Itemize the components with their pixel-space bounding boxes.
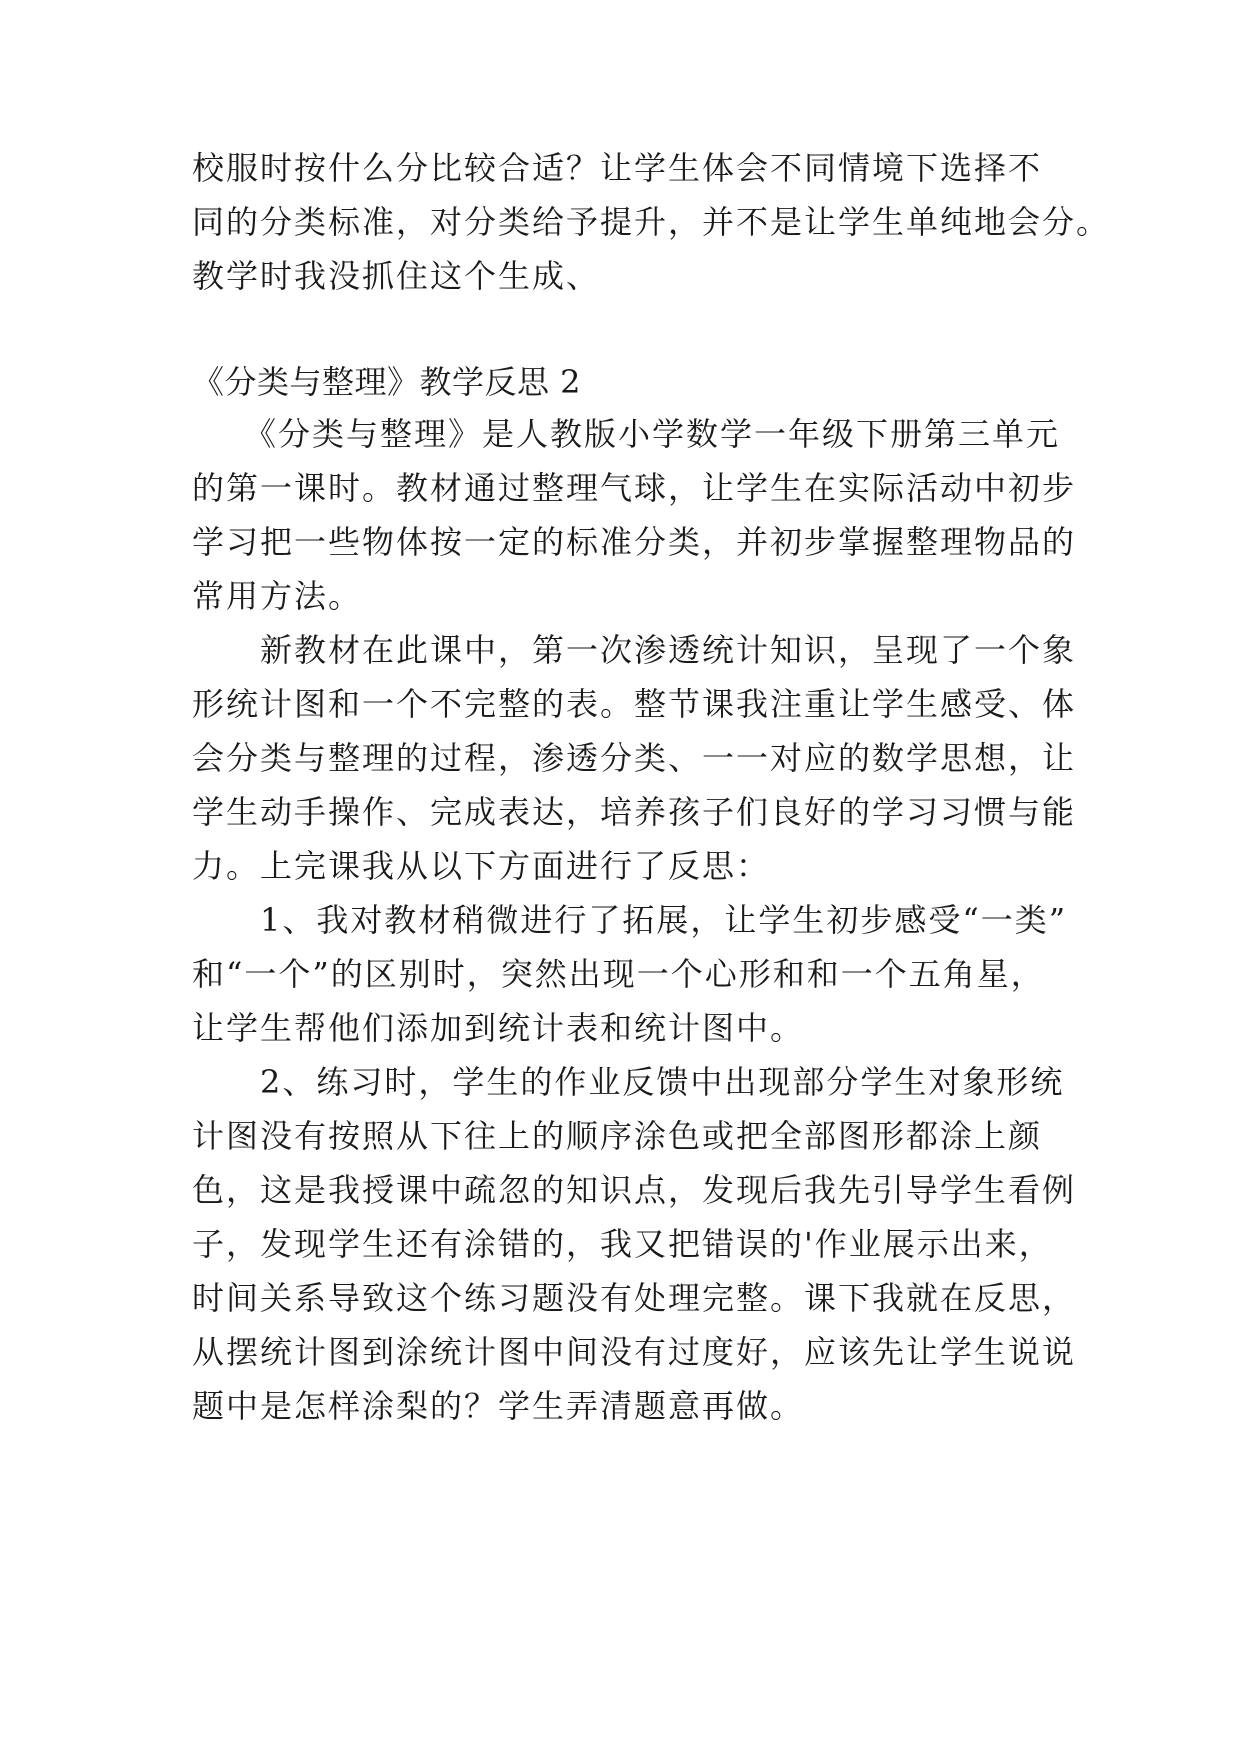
text-line: 的第一课时。教材通过整理气球，让学生在实际活动中初步 — [192, 469, 1077, 507]
text-line: 新教材在此课中，第一次渗透统计知识，呈现了一个象 — [192, 631, 1077, 669]
text-line: 1、我对教材稍微进行了拓展，让学生初步感受“一类” — [192, 901, 1068, 939]
text-line: 会分类与整理的过程，渗透分类、一一对应的数学思想，让 — [192, 739, 1077, 777]
section-heading: 《分类与整理》教学反思 2 — [192, 363, 582, 401]
text-line: 教学时我没抓住这个生成、 — [192, 257, 601, 295]
text-line: 和“一个”的区别时，突然出现一个心形和和一个五角星， — [192, 955, 1045, 993]
text-line: 形统计图和一个不完整的表。整节课我注重让学生感受、体 — [192, 685, 1077, 723]
text-line: 时间关系导致这个练习题没有处理完整。课下我就在反思， — [192, 1279, 1077, 1317]
text-line: 学生动手操作、完成表达，培养孩子们良好的学习习惯与能 — [192, 793, 1077, 831]
text-line: 力。上完课我从以下方面进行了反思： — [192, 847, 771, 885]
text-line: 计图没有按照从下往上的顺序涂色或把全部图形都涂上颜 — [192, 1117, 1043, 1155]
text-line: 校服时按什么分比较合适？让学生体会不同情境下选择不 — [192, 149, 1043, 187]
text-line: 《分类与整理》是人教版小学数学一年级下册第三单元 — [192, 415, 1061, 453]
text-line: 2、练习时，学生的作业反馈中出现部分学生对象形统 — [192, 1063, 1065, 1101]
text-line: 同的分类标准，对分类给予提升，并不是让学生单纯地会分。 — [192, 203, 1111, 241]
text-line: 学习把一些物体按一定的标准分类，并初步掌握整理物品的 — [192, 523, 1077, 561]
text-line: 让学生帮他们添加到统计表和统计图中。 — [192, 1009, 805, 1047]
text-line: 色，这是我授课中疏忽的知识点，发现后我先引导学生看例 — [192, 1171, 1077, 1209]
text-line: 常用方法。 — [192, 577, 363, 615]
text-line: 从摆统计图到涂统计图中间没有过度好，应该先让学生说说 — [192, 1333, 1077, 1371]
text-line: 子，发现学生还有涂错的，我又把错误的'作业展示出来， — [192, 1225, 1053, 1263]
text-line: 题中是怎样涂梨的？学生弄清题意再做。 — [192, 1387, 805, 1425]
